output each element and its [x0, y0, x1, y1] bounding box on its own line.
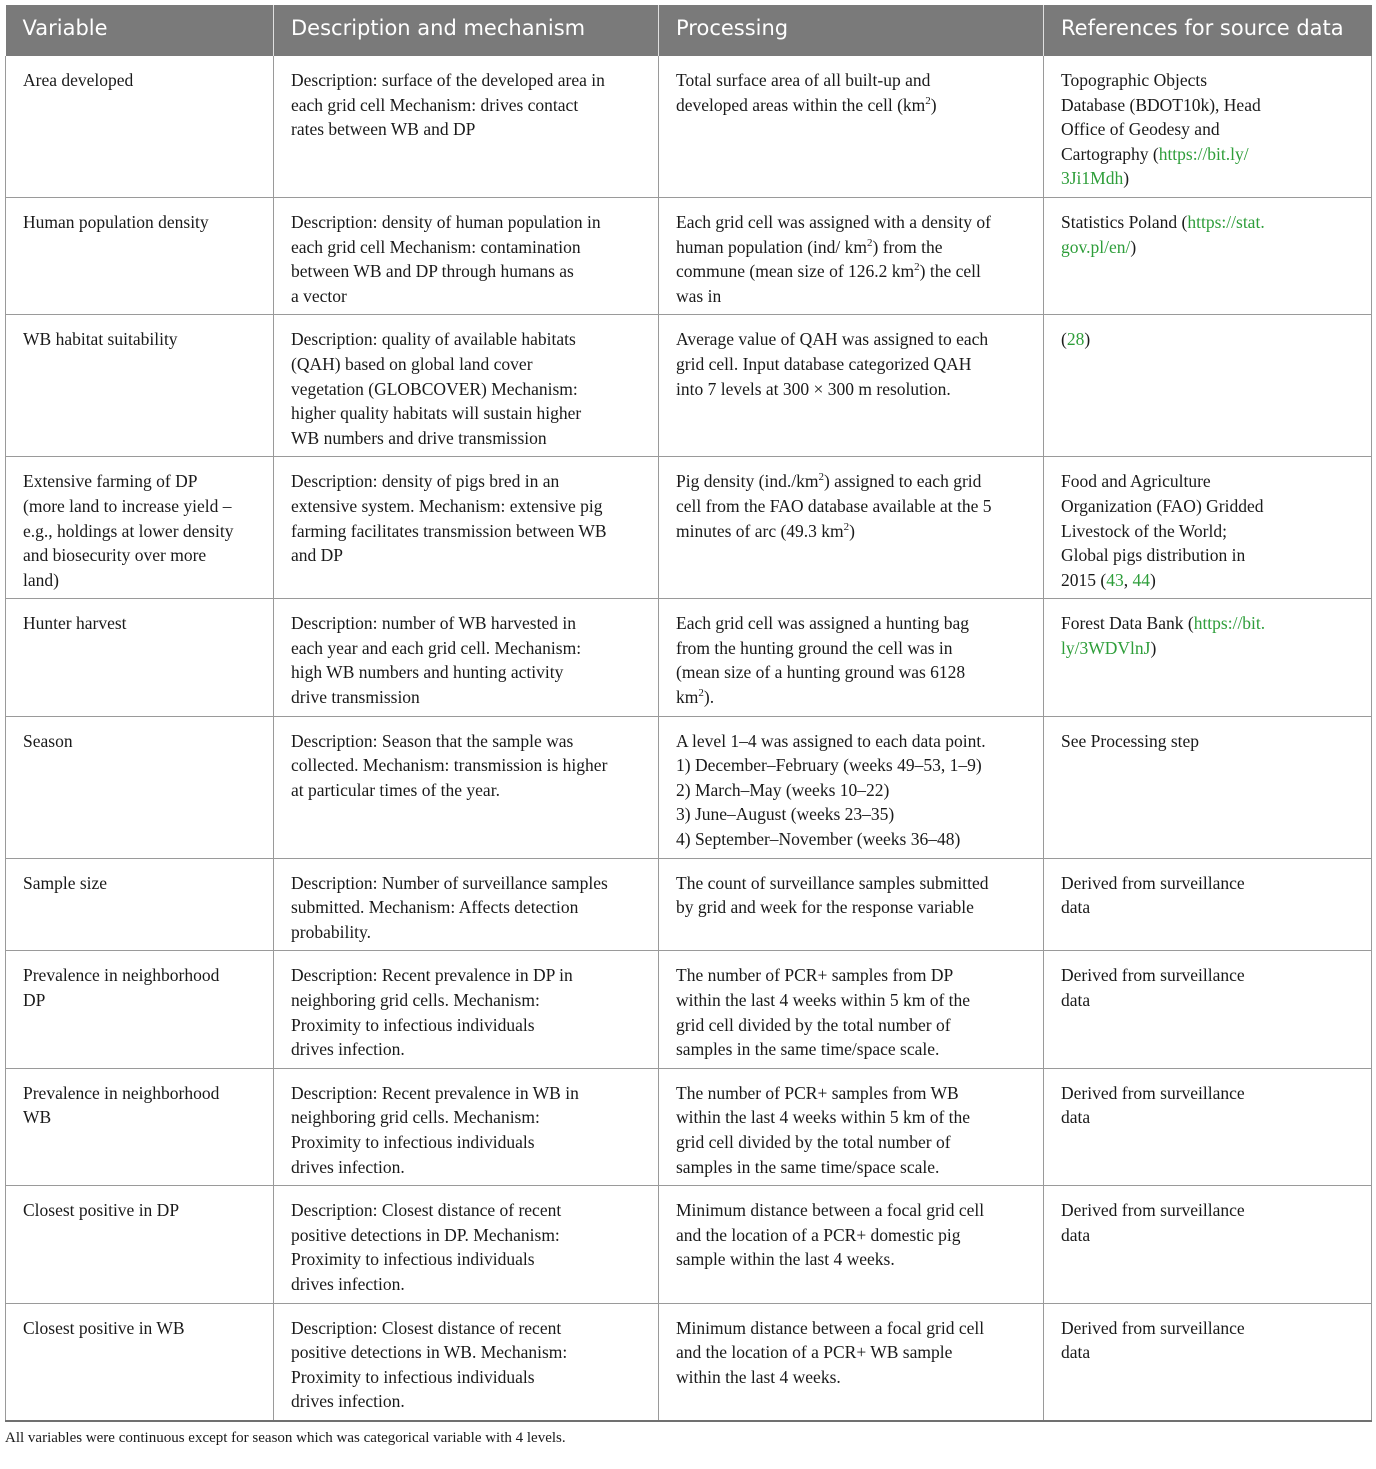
cell-line: within the last 4 weeks within 5 km of the [676, 1107, 971, 1128]
cell-processing [659, 1186, 1044, 1303]
cell-line: Closest positive in DP [23, 1200, 180, 1221]
cell-line: Prevalence in neighborhood [23, 965, 220, 986]
cell-line: samples in the same time/space scale. [676, 1039, 940, 1060]
cell-line: Description: quality of available habitats [291, 329, 576, 350]
cell-line: data [1061, 1224, 1091, 1245]
cell-line: and biosecurity over more [23, 545, 207, 566]
cell-line: Organization (FAO) Gridded [1061, 495, 1264, 516]
reference-link[interactable]: https://stat. [1187, 211, 1265, 232]
cell-variable [6, 457, 274, 599]
cell-line: DP [23, 990, 46, 1010]
cell-references [1044, 197, 1372, 314]
cell-processing [659, 951, 1044, 1068]
cell-line: Description: Recent prevalence in WB in [291, 1082, 579, 1103]
cell-line: vegetation (GLOBCOVER) Mechanism: [291, 378, 578, 399]
cell-line: rates between WB and DP [291, 119, 476, 140]
table-row [6, 716, 1372, 858]
cell-line: Pig density $(ind./km^2)$ assigned to each grid [676, 471, 982, 492]
cell-references [1044, 858, 1372, 951]
cell-processing [659, 599, 1044, 716]
cell-line: and the location of a PCR+ domestic pig [676, 1224, 961, 1245]
cell-line: Derived from surveillance [1061, 1317, 1245, 1338]
cell-processing [659, 56, 1044, 197]
cell-line: commune (mean size of 126.2 $km^2$) the cell [676, 261, 981, 282]
cell-line: Each grid cell was assigned a hunting bag [676, 613, 970, 634]
cell-references [1044, 1068, 1372, 1185]
table-body [6, 56, 1372, 1421]
cell-description [274, 716, 659, 858]
cell-variable [6, 1303, 274, 1421]
cell-line: was in [676, 285, 722, 306]
cell-line: Forest Data Bank (https://bit. [1061, 613, 1266, 634]
cell-references [1044, 951, 1372, 1068]
cell-line: extensive system. Mechanism: extensive pig [291, 495, 603, 516]
cell-line: WB [23, 1107, 52, 1128]
cell-description [274, 599, 659, 716]
cell-description [274, 951, 659, 1068]
cell-variable [6, 315, 274, 457]
cell-line: $km^2$). [676, 687, 715, 708]
cell-line: Closest positive in WB [23, 1317, 185, 1338]
cell-line: The number of PCR+ samples from WB [676, 1082, 959, 1103]
cell-description [274, 315, 659, 457]
cell-line: Derived from surveillance [1061, 1082, 1245, 1103]
cell-line: Food and Agriculture [1061, 471, 1211, 492]
cell-references [1044, 1303, 1372, 1421]
table-row [6, 1068, 1372, 1185]
cell-line: Description: density of human population in [291, 211, 601, 232]
cell-line: Description: Recent prevalence in DP in [291, 965, 573, 986]
cell-line: WB habitat suitability [23, 329, 178, 350]
cell-line: Derived from surveillance [1061, 872, 1245, 893]
table-container [5, 5, 1371, 1448]
reference-link[interactable]: ly/3WDVlnJ [1061, 637, 1151, 658]
cell-line: Season [23, 730, 73, 751]
cell-line: Topographic Objects [1061, 70, 1208, 90]
cell-processing [659, 315, 1044, 457]
cell-line: high WB numbers and hunting activity [291, 662, 564, 683]
cell-line: data [1061, 897, 1091, 918]
reference-link[interactable]: 28 [1066, 329, 1085, 350]
cell-line: higher quality habitats will sustain higher [291, 403, 582, 424]
cell-variable [6, 197, 274, 314]
reference-link[interactable]: 3Ji1Mdh [1061, 168, 1124, 189]
table-footnote: All variables were continuous except for season which was categorical variable with 4 levels. [5, 1429, 566, 1446]
cell-description [274, 197, 659, 314]
cell-line: probability. [291, 921, 372, 942]
cell-line: Description: Closest distance of recent [291, 1200, 562, 1221]
cell-line: Total surface area of all built-up and [676, 70, 931, 90]
cell-line: Description: Number of surveillance samples [291, 872, 608, 893]
cell-line: each year and each grid cell. Mechanism: [291, 637, 582, 658]
cell-line: (mean size of a hunting ground was 6128 [676, 662, 966, 683]
cell-line: between WB and DP through humans as [291, 261, 574, 282]
cell-line: (more land to increase yield – [23, 495, 232, 516]
cell-line: Description: surface of the developed area in [291, 70, 605, 90]
cell-processing [659, 1303, 1044, 1421]
cell-line: Minimum distance between a focal grid cell [676, 1200, 985, 1221]
table-row [6, 197, 1372, 314]
cell-line: Livestock of the World; [1061, 520, 1227, 541]
table-row [6, 1186, 1372, 1303]
cell-line: within the last 4 weeks. [676, 1366, 841, 1387]
cell-processing [659, 1068, 1044, 1185]
cell-references [1044, 1186, 1372, 1303]
cell-line: Office of Geodesy and [1061, 119, 1220, 140]
cell-line: positive detections in DP. Mechanism: [291, 1224, 560, 1245]
cell-line: samples in the same time/space scale. [676, 1156, 940, 1177]
cell-line: See Processing step [1061, 730, 1200, 751]
cell-line: each grid cell Mechanism: contamination [291, 236, 581, 257]
cell-line: from the hunting ground the cell was in [676, 637, 953, 658]
cell-line: Minimum distance between a focal grid cell [676, 1317, 985, 1338]
cell-line: Global pigs distribution in [1061, 545, 1246, 566]
cell-line: Description: Closest distance of recent [291, 1317, 562, 1338]
cell-line: Average value of QAH was assigned to each [676, 329, 989, 350]
table-row [6, 56, 1372, 197]
header-variable: Variable [6, 5, 274, 56]
cell-description [274, 1068, 659, 1185]
cell-line: Area developed [23, 70, 134, 90]
cell-description [274, 56, 659, 197]
cell-line: Prevalence in neighborhood [23, 1082, 220, 1103]
cell-line: Extensive farming of DP [23, 471, 198, 492]
cell-line: drives infection. [291, 1039, 405, 1060]
cell-line: a vector [291, 285, 347, 306]
cell-line: Sample size [23, 872, 108, 893]
cell-processing [659, 197, 1044, 314]
cell-line: 4) September–November (weeks 36–48) [676, 829, 961, 850]
table-row [6, 951, 1372, 1068]
reference-link[interactable]: 43 [1106, 569, 1124, 590]
cell-line: minutes of arc (49.3 $km^2$) [676, 520, 855, 541]
cell-line: positive detections in WB. Mechanism: [291, 1342, 568, 1363]
cell-line: 3) June–August (weeks 23–35) [676, 804, 895, 825]
header-row [6, 5, 1372, 56]
cell-references [1044, 599, 1372, 716]
cell-line: within the last 4 weeks within 5 km of the [676, 990, 971, 1010]
cell-line: and the location of a PCR+ WB sample [676, 1342, 953, 1363]
header-processing: Processing [659, 5, 1044, 56]
cell-line: Cartography (https://bit.ly/ [1061, 143, 1249, 164]
cell-variable [6, 858, 274, 951]
cell-line: 3Ji1Mdh) [1061, 168, 1130, 189]
cell-line: A level 1–4 was assigned to each data point. [676, 730, 986, 751]
cell-references [1044, 716, 1372, 858]
cell-line: drive transmission [291, 687, 420, 708]
table-header [6, 5, 1372, 56]
cell-line: Each grid cell was assigned with a density of [676, 211, 991, 232]
reference-link[interactable]: 44 [1132, 569, 1150, 590]
cell-line: developed areas within the cell $(km^2)$ [676, 94, 937, 115]
cell-line: The count of surveillance samples submitted [676, 872, 989, 893]
cell-variable [6, 716, 274, 858]
cell-line: human population (ind/ $km^2$) from the [676, 236, 943, 257]
cell-line: drives infection. [291, 1156, 405, 1177]
cell-line: Human population density [23, 211, 209, 232]
cell-line: submitted. Mechanism: Affects detection [291, 897, 579, 918]
cell-line: (QAH) based on global land cover [291, 353, 533, 374]
cell-line: and DP [291, 545, 344, 566]
cell-line: WB numbers and drive transmission [291, 427, 547, 448]
cell-line: data [1061, 990, 1091, 1010]
reference-link[interactable]: https://bit.ly/ [1158, 143, 1249, 164]
cell-line: Database (BDOT10k), Head [1061, 94, 1261, 115]
cell-line: into 7 levels at 300 × 300 m resolution. [676, 378, 951, 399]
table-row [6, 315, 1372, 457]
cell-description [274, 1303, 659, 1421]
table-row [6, 858, 1372, 951]
cell-line: Description: Season that the sample was [291, 730, 574, 751]
cell-line: by grid and week for the response variable [676, 897, 974, 918]
cell-line: The number of PCR+ samples from DP [676, 965, 954, 986]
cell-line: farming facilitates transmission between WB [291, 520, 607, 541]
cell-line: grid cell divided by the total number of [676, 1131, 951, 1152]
header-description: Description and mechanism [274, 5, 659, 56]
table-row [6, 457, 1372, 599]
cell-line: sample within the last 4 weeks. [676, 1249, 895, 1270]
cell-line: ly/3WDVlnJ) [1061, 637, 1157, 658]
cell-line: Proximity to infectious individuals [291, 1014, 535, 1035]
cell-line: Description: number of WB harvested in [291, 613, 576, 634]
cell-line: Proximity to infectious individuals [291, 1366, 535, 1387]
cell-line: 2) March–May (weeks 10–22) [676, 779, 890, 800]
cell-line: (28) [1061, 329, 1091, 350]
reference-link[interactable]: https://bit. [1193, 613, 1266, 634]
cell-line: Description: density of pigs bred in an [291, 471, 560, 492]
cell-variable [6, 56, 274, 197]
reference-link[interactable]: gov.pl/en/ [1061, 236, 1131, 257]
cell-line: 2015 (43, 44) [1061, 569, 1156, 590]
cell-variable [6, 951, 274, 1068]
cell-variable [6, 1186, 274, 1303]
cell-description [274, 858, 659, 951]
cell-line: Proximity to infectious individuals [291, 1131, 535, 1152]
cell-line: Hunter harvest [23, 613, 127, 634]
cell-line: at particular times of the year. [291, 779, 500, 800]
cell-line: Derived from surveillance [1061, 1200, 1245, 1221]
cell-line: grid cell. Input database categorized QAH [676, 353, 972, 374]
cell-line: e.g., holdings at lower density [23, 520, 234, 541]
cell-references [1044, 457, 1372, 599]
cell-line: drives infection. [291, 1273, 405, 1294]
cell-line: Statistics Poland (https://stat. [1061, 211, 1265, 232]
cell-line: drives infection. [291, 1391, 405, 1412]
table-row [6, 599, 1372, 716]
cell-line: Proximity to infectious individuals [291, 1249, 535, 1270]
variables-table [5, 5, 1372, 1422]
cell-references [1044, 315, 1372, 457]
cell-variable [6, 1068, 274, 1185]
cell-description [274, 457, 659, 599]
cell-processing [659, 716, 1044, 858]
cell-line: Derived from surveillance [1061, 965, 1245, 986]
cell-line: neighboring grid cells. Mechanism: [291, 990, 540, 1010]
cell-line: gov.pl/en/) [1061, 236, 1137, 257]
cell-line: neighboring grid cells. Mechanism: [291, 1107, 540, 1128]
cell-line: grid cell divided by the total number of [676, 1014, 951, 1035]
cell-line: data [1061, 1107, 1091, 1128]
cell-line: land) [23, 569, 59, 590]
cell-line: 1) December–February (weeks 49–53, 1–9) [676, 755, 982, 776]
cell-line: data [1061, 1342, 1091, 1363]
cell-description [274, 1186, 659, 1303]
cell-references [1044, 56, 1372, 197]
table-row [6, 1303, 1372, 1421]
cell-line: each grid cell Mechanism: drives contact [291, 94, 579, 115]
cell-processing [659, 457, 1044, 599]
cell-line: cell from the FAO database available at the 5 [676, 495, 992, 516]
cell-processing [659, 858, 1044, 951]
header-references: References for source data [1044, 5, 1372, 56]
cell-variable [6, 599, 274, 716]
cell-line: collected. Mechanism: transmission is higher [291, 755, 608, 776]
